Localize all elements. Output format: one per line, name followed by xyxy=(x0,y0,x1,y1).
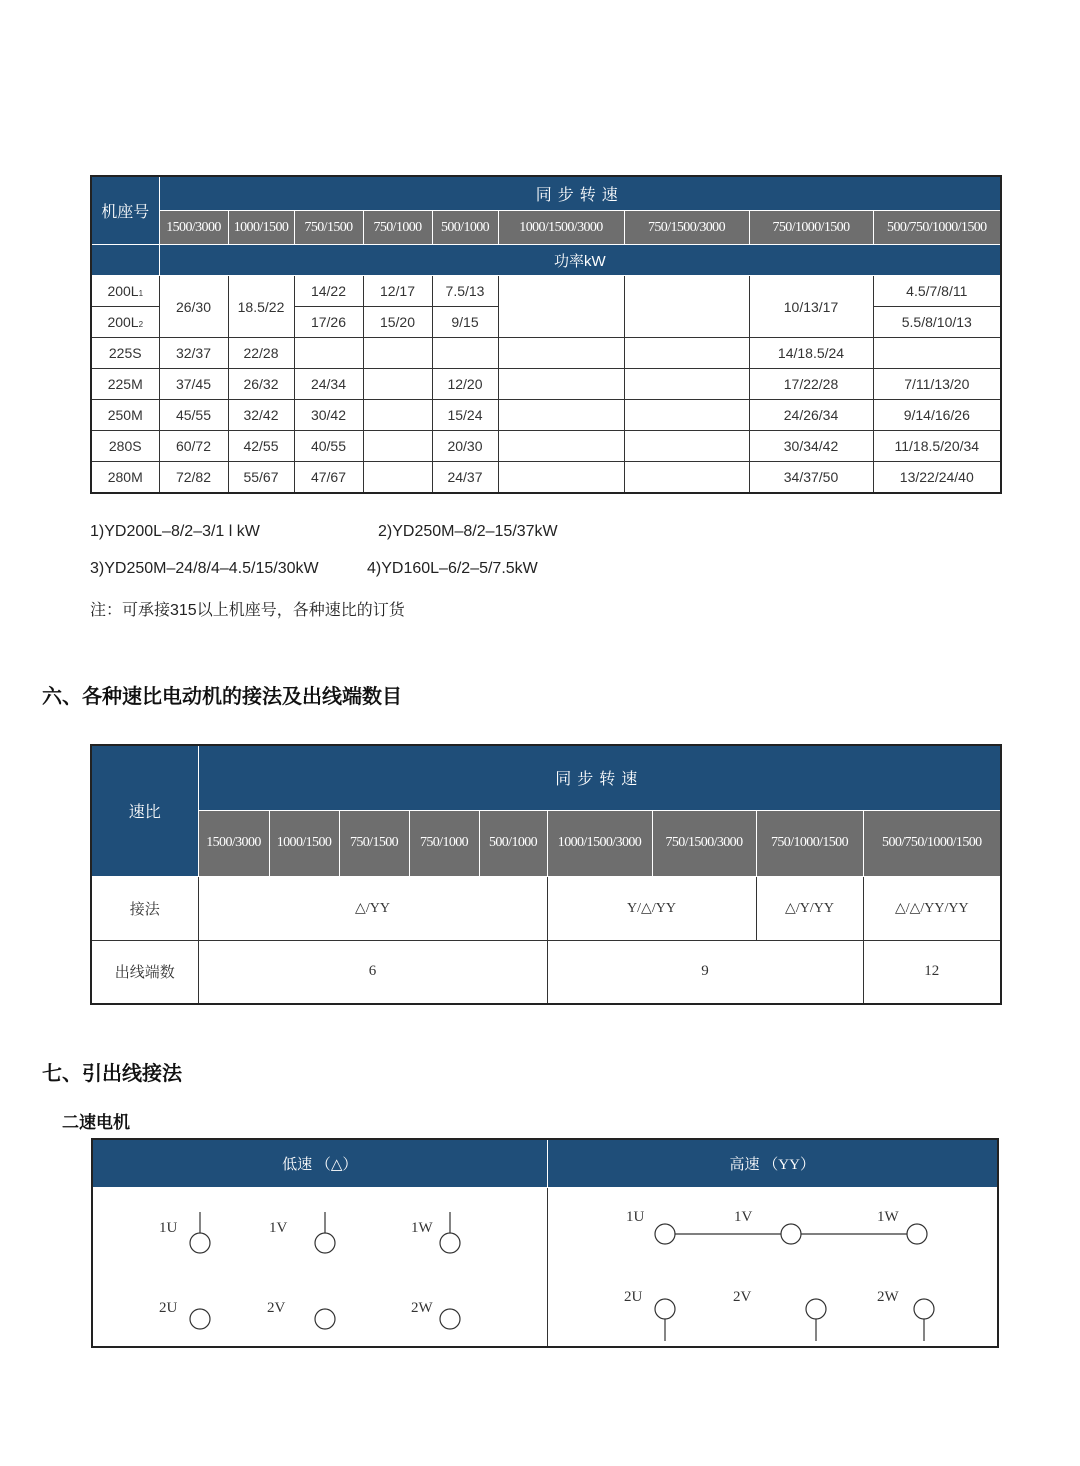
cell: 72/82 xyxy=(159,462,228,494)
subsection-title: 二速电机 xyxy=(62,1113,130,1132)
terminal-circle xyxy=(914,1299,934,1319)
cell xyxy=(624,400,749,431)
cell: 30/42 xyxy=(294,400,363,431)
cell xyxy=(498,462,624,494)
cell xyxy=(294,338,363,369)
cell xyxy=(498,431,624,462)
frame-280S: 280S xyxy=(91,431,159,462)
cell: 32/37 xyxy=(159,338,228,369)
cell: 24/26/34 xyxy=(749,400,873,431)
power-label: 功率kW xyxy=(159,245,1001,276)
cell: 10/13/17 xyxy=(749,276,873,338)
terminal-label: 2W xyxy=(876,1288,899,1305)
high-speed-svg xyxy=(548,1188,999,1346)
frame-200L1: 200L1 xyxy=(91,276,159,307)
terminal-label: 1W xyxy=(411,1219,433,1236)
speed-header: 1000/1500 xyxy=(228,211,294,245)
speed-header: 1500/3000 xyxy=(198,810,269,876)
terminal-label: 2V xyxy=(267,1299,286,1316)
cell xyxy=(363,369,432,400)
terminal-label: 1V xyxy=(733,1208,752,1225)
cell: 32/42 xyxy=(228,400,294,431)
cell: 26/30 xyxy=(159,276,228,338)
terminal-circle xyxy=(655,1299,675,1319)
cell: 45/55 xyxy=(159,400,228,431)
cell: 12/17 xyxy=(363,276,432,307)
wiring-table xyxy=(91,1138,999,1348)
cell xyxy=(624,462,749,494)
terminal-label: 2U xyxy=(623,1288,642,1305)
cell: 5.5/8/10/13 xyxy=(873,307,1001,338)
note-1: 1)YD200L–8/2–3/1 l kW xyxy=(90,523,260,540)
speed-header: 750/1000 xyxy=(409,810,479,876)
terminals-value: 6 xyxy=(198,940,547,1004)
speed-header: 750/1500/3000 xyxy=(652,810,756,876)
cell: 9/14/16/26 xyxy=(873,400,1001,431)
speed-header: 500/1000 xyxy=(479,810,547,876)
cell: 24/34 xyxy=(294,369,363,400)
cell: 34/37/50 xyxy=(749,462,873,494)
terminal-circle xyxy=(806,1299,826,1319)
cell: 4.5/7/8/11 xyxy=(873,276,1001,307)
cell: 15/20 xyxy=(363,307,432,338)
speed-header: 500/750/1000/1500 xyxy=(873,211,1001,245)
cell: 11/18.5/20/34 xyxy=(873,431,1001,462)
connection-label: 接法 xyxy=(91,876,198,940)
cell: 17/26 xyxy=(294,307,363,338)
speed-header: 1000/1500 xyxy=(269,810,339,876)
cell: 12/20 xyxy=(432,369,498,400)
frame-225S: 225S xyxy=(91,338,159,369)
cell: 40/55 xyxy=(294,431,363,462)
cell: 18.5/22 xyxy=(228,276,294,338)
cell xyxy=(624,431,749,462)
cell xyxy=(498,338,624,369)
speed-header: 750/1000/1500 xyxy=(756,810,863,876)
cell: 30/34/42 xyxy=(749,431,873,462)
sync-speed-header: 同步转速 xyxy=(198,745,1001,810)
high-speed-diagram xyxy=(547,1187,998,1347)
cell: 22/28 xyxy=(228,338,294,369)
cell: 17/22/28 xyxy=(749,369,873,400)
terminal-circle xyxy=(190,1233,210,1253)
cell xyxy=(498,276,624,338)
cell: 15/24 xyxy=(432,400,498,431)
cell: 13/22/24/40 xyxy=(873,462,1001,494)
cell xyxy=(498,369,624,400)
terminal-label: 2W xyxy=(411,1299,433,1316)
cell: 7/11/13/20 xyxy=(873,369,1001,400)
speed-header: 1500/3000 xyxy=(159,211,228,245)
note-3: 3)YD250M–24/8/4–4.5/15/30kW xyxy=(90,560,319,577)
cell: 14/22 xyxy=(294,276,363,307)
speed-header: 750/1500/3000 xyxy=(624,211,749,245)
terminal-circle xyxy=(655,1224,675,1244)
cell: 55/67 xyxy=(228,462,294,494)
terminal-circle xyxy=(315,1233,335,1253)
speed-header: 500/750/1000/1500 xyxy=(863,810,1001,876)
frame-header: 机座号 xyxy=(91,176,159,245)
high-speed-header: 高速 （YY） xyxy=(547,1139,998,1187)
cell: 20/30 xyxy=(432,431,498,462)
cell: 14/18.5/24 xyxy=(749,338,873,369)
speed-header: 500/1000 xyxy=(432,211,498,245)
terminal-label: 1U xyxy=(625,1208,644,1225)
low-speed-diagram xyxy=(92,1187,547,1347)
cell: 9/15 xyxy=(432,307,498,338)
cell xyxy=(624,369,749,400)
connection-value: △/YY xyxy=(198,876,547,940)
terminals-label: 出线端数 xyxy=(91,940,198,1004)
terminal-label: 1V xyxy=(269,1219,288,1236)
terminal-label: 2U xyxy=(159,1299,178,1316)
note-2: 2)YD250M–8/2–15/37kW xyxy=(378,523,558,540)
terminal-label: 1W xyxy=(876,1208,899,1225)
speed-header: 750/1500 xyxy=(339,810,409,876)
terminal-label: 1U xyxy=(159,1219,178,1236)
connection-value: △/△/YY/YY xyxy=(863,876,1001,940)
connection-table xyxy=(90,744,1002,1005)
low-speed-svg xyxy=(93,1188,547,1346)
frame-280M: 280M xyxy=(91,462,159,494)
low-speed-header: 低速 （△） xyxy=(92,1139,547,1187)
cell: 42/55 xyxy=(228,431,294,462)
terminal-label: 2V xyxy=(732,1288,751,1305)
note-4: 4)YD160L–6/2–5/7.5kW xyxy=(367,560,538,577)
terminals-value: 9 xyxy=(547,940,863,1004)
speed-header: 750/1500 xyxy=(294,211,363,245)
cell xyxy=(873,338,1001,369)
cell: 24/37 xyxy=(432,462,498,494)
sync-speed-header: 同步转速 xyxy=(159,176,1001,211)
frame-250M: 250M xyxy=(91,400,159,431)
power-table xyxy=(90,175,1002,494)
cell: 26/32 xyxy=(228,369,294,400)
cell xyxy=(624,338,749,369)
terminal-circle xyxy=(190,1309,210,1329)
cell: 7.5/13 xyxy=(432,276,498,307)
terminal-circle xyxy=(440,1233,460,1253)
frame-225M: 225M xyxy=(91,369,159,400)
speed-header: 750/1000/1500 xyxy=(749,211,873,245)
section-7-title: 七、引出线接法 xyxy=(42,1063,182,1085)
frame-200L2: 200L2 xyxy=(91,307,159,338)
cell xyxy=(363,462,432,494)
cell xyxy=(363,400,432,431)
cell: 47/67 xyxy=(294,462,363,494)
cell xyxy=(498,400,624,431)
ratio-header: 速比 xyxy=(91,745,198,876)
speed-header: 750/1000 xyxy=(363,211,432,245)
terminal-circle xyxy=(907,1224,927,1244)
connection-value: △/Y/YY xyxy=(756,876,863,940)
note-5: 注：可承接315以上机座号，各种速比的订货 xyxy=(90,602,405,619)
cell: 60/72 xyxy=(159,431,228,462)
cell xyxy=(363,338,432,369)
speed-header: 1000/1500/3000 xyxy=(547,810,652,876)
terminal-circle xyxy=(315,1309,335,1329)
cell xyxy=(432,338,498,369)
section-6-title: 六、各种速比电动机的接法及出线端数目 xyxy=(42,686,402,708)
terminal-circle xyxy=(440,1309,460,1329)
speed-header: 1000/1500/3000 xyxy=(498,211,624,245)
cell: 37/45 xyxy=(159,369,228,400)
terminal-circle xyxy=(781,1224,801,1244)
header-blank xyxy=(91,245,159,276)
cell xyxy=(624,276,749,338)
cell xyxy=(363,431,432,462)
terminals-value: 12 xyxy=(863,940,1001,1004)
connection-value: Y/△/YY xyxy=(547,876,756,940)
